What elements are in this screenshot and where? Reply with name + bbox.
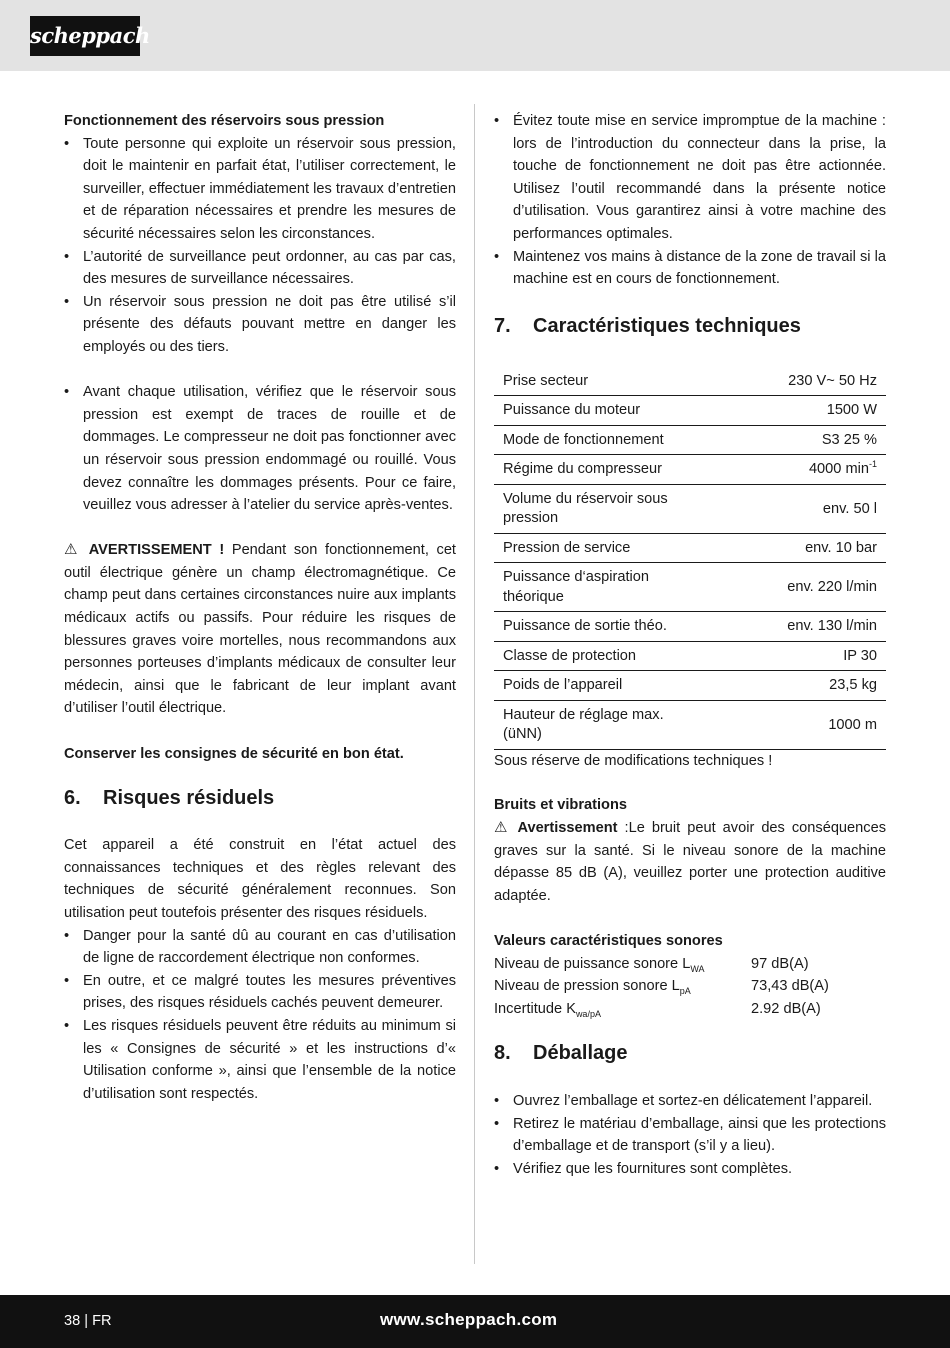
right-column: [494, 110, 886, 1181]
page-header: [0, 0, 950, 71]
section-title-text: Déballage: [533, 1042, 628, 1065]
warning-icon: ⚠: [64, 541, 82, 559]
spec-label: Volume du réservoir sous pression: [503, 490, 668, 527]
sound-label: Niveau de pression sonore $L_{pA}$: [494, 978, 691, 997]
page-number: 38 | FR: [64, 1313, 112, 1329]
noise-label: Avertissement: [517, 819, 618, 836]
list-item: • Évitez toute mise en service impromptue de la machine : lors de l’introduction du connecteur dans la prise, la touche de fonctionnement ne doit pas être actionnée. Utilisez l’outil recommandé dans la présente notice d’utilisation. Vous garantirez ainsi à votre machine des performances optimales.: [494, 110, 886, 246]
section-8-title: [494, 1040, 886, 1066]
table-row: [494, 367, 886, 396]
list-item: • L’autorité de surveillance peut ordonner, au cas par cas, des mesures de surveillance nécessaires.: [64, 246, 456, 291]
spec-value: env. 220 l/min: [787, 579, 877, 595]
sound-row: [494, 975, 886, 998]
spec-label: Régime du compresseur: [503, 461, 662, 478]
spec-label: Prise secteur: [503, 372, 589, 389]
residual-intro: Cet appareil a été construit en l’état actuel des connaissances techniques et des règles relevant des techniques de sécurité généralement reconnues. Son utilisation peut toutefois présenter des risques résiduels.: [64, 837, 456, 921]
sound-label: Niveau de puissance sonore $L_{WA}$: [494, 955, 705, 974]
left-column: [64, 110, 456, 1105]
page-footer: [0, 1295, 950, 1348]
table-row: [494, 533, 886, 563]
list-item: • Avant chaque utilisation, vérifiez que le réservoir sous pression est exempt de traces de rouille et de dommages. Le compresseur ne doit pas fonctionner avec un réservoir sous pression endommagé ou rouillé. Vous devez connaître les dommages présents. Pour ce faire, veuillez vous adresser à l’atelier du service après-ventes.: [64, 381, 456, 517]
spec-value: env. 50 l: [822, 500, 877, 517]
list-item: • Les risques résiduels peuvent être réduits au minimum si les « Consignes de sécurité » et les instructions d’« Utilisation conforme », ainsi que l’ensemble de la notice d’utilisation sont respectés.: [64, 1015, 456, 1105]
sound-value: 2.92 dB(A): [751, 1000, 821, 1017]
spec-label: Puissance d‘aspiration théorique: [503, 569, 650, 605]
spec-label: Mode de fonctionnement: [503, 431, 664, 448]
list-item: • Vérifiez que les fournitures sont complètes.: [494, 1158, 886, 1181]
list-item: • Maintenez vos mains à distance de la zone de travail si la machine est en cours de fonctionnement.: [494, 246, 886, 291]
spec-value: 1500 W: [826, 402, 877, 419]
pressure-list: [64, 133, 456, 359]
sound-row: [494, 953, 886, 976]
list-item: • Toute personne qui exploite un réservoir sous pression, doit le maintenir en parfait état, l’utiliser correctement, le surveiller, effectuer immédiatement les travaux d’entretien et de réparation nécessaires et prendre les mesures de sécurité nécessaires selon les circonstances.: [64, 133, 456, 246]
specs-table: [494, 367, 886, 750]
table-row: [494, 612, 886, 642]
noise-heading: Bruits et vibrations: [494, 797, 627, 814]
spec-value: env. 130 l/min: [787, 618, 877, 635]
check-list: [64, 381, 456, 517]
spec-label: Poids de l’appareil: [503, 677, 623, 694]
residual-list: [64, 925, 456, 1106]
spec-value: env. 10 bar: [805, 539, 877, 556]
website-link[interactable]: www.scheppach.com: [380, 1310, 558, 1329]
list-item: • Un réservoir sous pression ne doit pas être utilisé s’il présente des défauts pouvant mettre en danger les employés ou des tiers.: [64, 291, 456, 359]
table-row: [494, 484, 886, 533]
section-7-title: [494, 313, 886, 339]
table-row: [494, 455, 886, 485]
table-row: [494, 396, 886, 426]
spec-value: IP 30: [843, 647, 877, 664]
warning-label: AVERTISSEMENT !: [88, 542, 225, 559]
table-row: [494, 563, 886, 612]
scheppach-logo: scheppach: [30, 16, 140, 56]
spec-label: Classe de protection: [503, 647, 637, 664]
section-title-text: Risques résiduels: [103, 787, 275, 810]
spec-value: 23,5 kg: [829, 677, 877, 694]
noise-text: :Le bruit peut avoir des conséquences graves sur la santé. Si le niveau sonore de la machine dépasse 85 dB (A), veuillez porter une protection auditive adaptée.: [494, 819, 886, 904]
section-number: 7.: [494, 314, 511, 337]
warning-text: Pendant son fonctionnement, cet outil électrique génère un champ électromagnétique. Ce champ peut dans certaines circonstances nuire aux implants médicaux actifs ou passifs. Pour réduire les risques de blessures graves voire mortelles, nous recommandons aux personnes porteuses d’implants médicaux de consulter leur médecin, ainsi que le fabricant de leur implant avant d’utiliser l’outil électrique.: [64, 542, 456, 717]
warning-icon: ⚠: [494, 818, 511, 836]
section-number: 8.: [494, 1042, 511, 1065]
unpack-list: [494, 1090, 886, 1180]
sound-heading: Valeurs caractéristiques sonores: [494, 932, 723, 949]
table-row: [494, 641, 886, 671]
list-item: • Retirez le matériau d’emballage, ainsi que les protections d’emballage et de transport (s’il y a lieu).: [494, 1113, 886, 1158]
spec-value: 4000 $\min^{-1}$: [808, 459, 877, 478]
table-row: [494, 671, 886, 701]
table-row: [494, 700, 886, 749]
safety-list: [494, 110, 886, 291]
spec-value: 1000 m: [828, 716, 877, 733]
list-item: • Ouvrez l’emballage et sortez-en délicatement l’appareil.: [494, 1090, 886, 1113]
spec-label: Pression de service: [503, 539, 631, 556]
sound-value: 73,43 dB(A): [751, 978, 829, 995]
list-item: • Danger pour la santé dû au courant en cas d’utilisation de ligne de raccordement électrique non conformes.: [64, 925, 456, 970]
spec-label: Puissance de sortie théo.: [503, 618, 667, 635]
section-number: 6.: [64, 787, 81, 810]
section-6-title: [64, 785, 456, 811]
section-title-text: Caractéristiques techniques: [533, 314, 801, 337]
sound-label: Incertitude $K_{wa/pA}$: [494, 1000, 601, 1019]
spec-label: Hauteur de réglage max. (üNN): [503, 706, 664, 743]
sound-value: 97 dB(A): [751, 955, 809, 972]
spec-label: Puissance du moteur: [503, 402, 641, 419]
list-item: • En outre, et ce malgré toutes les mesures préventives prises, des risques résiduels cachés peuvent demeurer.: [64, 970, 456, 1015]
sound-row: [494, 998, 886, 1021]
noise-paragraph: [494, 817, 886, 907]
spec-value: S3 25 %: [821, 431, 877, 448]
column-divider: [474, 104, 475, 1264]
keep-safe-note: Conserver les consignes de sécurité en bon état.: [64, 745, 404, 762]
table-row: [494, 425, 886, 455]
spec-value: 230 V~ 50 Hz: [788, 372, 877, 389]
specs-note: Sous réserve de modifications techniques !: [494, 752, 773, 769]
warning-paragraph: [64, 539, 456, 720]
sound-values: [494, 953, 886, 1021]
pressure-heading: Fonctionnement des réservoirs sous pression: [64, 113, 385, 129]
